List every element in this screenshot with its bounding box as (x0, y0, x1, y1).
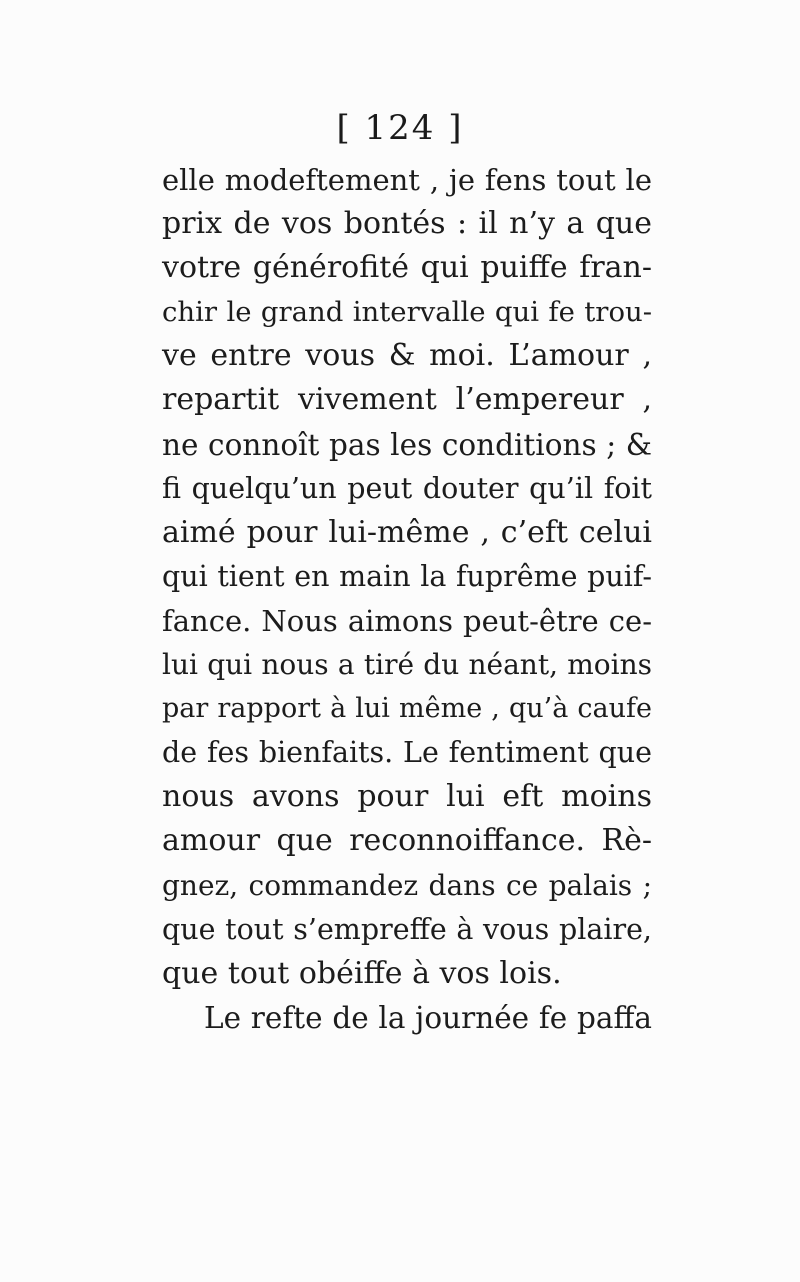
page-number: [ 124 ] (336, 108, 464, 148)
text-line: de fes bienfaits. Le fentiment que (162, 736, 652, 770)
text-line: qui tient en main la fuprême puif- (162, 559, 652, 593)
text-line: ne connoît pas les conditions ; & (162, 427, 652, 462)
text-line: nous avons pour lui eft moins (162, 779, 652, 815)
body-text (162, 158, 652, 1040)
text-line: fance. Nous aimons peut-être ce- (162, 603, 652, 638)
text-line: ve entre vous & moi. L’amour , (162, 338, 652, 374)
text-line: votre générofité qui puiffe fran- (162, 250, 652, 286)
text-line: que tout s’empreffe à vous plaire, (162, 912, 652, 946)
text-line: prix de vos bontés : il n’y a que (162, 206, 652, 242)
text-line: que tout obéiffe à vos lois. (162, 955, 562, 991)
text-line: chir le grand intervalle qui fe trou- (162, 296, 652, 329)
text-line: amour que reconnoiffance. Rè- (162, 823, 652, 859)
text-line: par rapport à lui même , qu’à caufe (162, 693, 652, 725)
text-line: fi quelqu’un peut douter qu’il foit (162, 471, 652, 505)
text-line: aimé pour lui-même , c’eft celui (162, 514, 652, 550)
text-line: lui qui nous a tiré du néant, moins (162, 648, 652, 682)
text-line: gnez, commandez dans ce palais ; (162, 868, 652, 902)
text-line: elle modeftement , je fens tout le (162, 163, 652, 197)
text-line: Le refte de la journée fe paffa (204, 1000, 652, 1035)
text-line: repartit vivement l’empereur , (162, 382, 652, 418)
